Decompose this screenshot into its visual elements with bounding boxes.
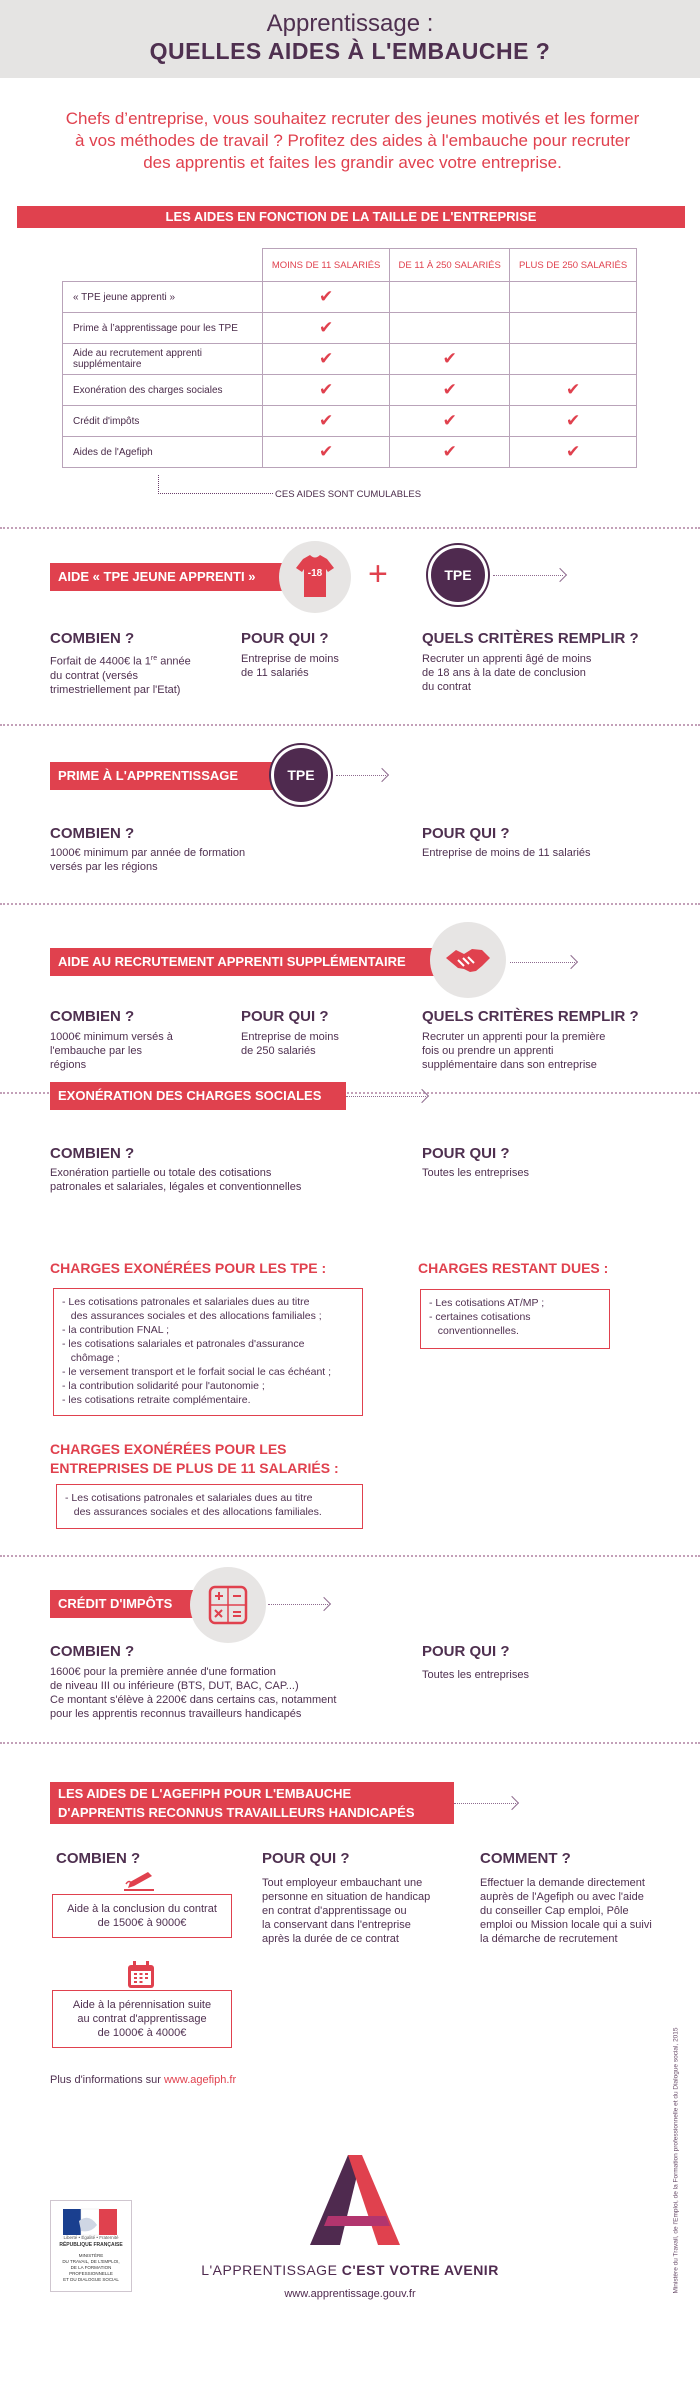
vertical-credit: Ministère du Travail, de l'Emploi, de la Formation professionnelle et du Dialogue social, 2015: [672, 2027, 680, 2294]
row-label: « TPE jeune apprenti »: [63, 282, 263, 313]
table-row: [63, 437, 637, 468]
section-label-agefiph: LES AIDES DE L'AGEFIPH POUR L'EMBAUCHE D'APPRENTIS RECONNUS TRAVAILLEURS HANDICAPÉS: [50, 1782, 454, 1824]
tshirt-icon: [279, 541, 351, 613]
apprentissage-logo: [300, 2150, 410, 2255]
criteres-text: Recruter un apprenti pour la première fois ou prendre un apprenti supplémentaire dans son entreprise: [422, 1031, 606, 1071]
pourqui-title: POUR QUI ?: [262, 1850, 350, 1867]
section-label-tpe-jeune: AIDE « TPE JEUNE APPRENTI »: [50, 563, 288, 591]
check-icon: ✔: [390, 437, 510, 468]
more-info: Plus d'informations sur www.agefiph.fr: [50, 2074, 237, 2086]
pourqui-text: Toutes les entreprises: [422, 1669, 529, 1681]
pourqui-title: POUR QUI ?: [422, 1145, 510, 1162]
row-label: Aides de l'Agefiph: [63, 437, 263, 468]
empty-cell: [510, 282, 637, 313]
tpe-charges-box: - Les cotisations patronales et salariales dues au titre des assurances sociales et des allocations familiales ; - la contribution FNAL ; - les cotisations salariales et patronales d'assurance chômage ; - le versement transport et le forfait social le cas échéant ; - la contribution solidarité pour l'autonomie ; - les cotisations retraite complémentaire.: [53, 1288, 363, 1416]
restant-charges-title: CHARGES RESTANT DUES :: [418, 1260, 609, 1276]
column-header: MOINS DE 11 SALARIÉS: [263, 249, 390, 282]
empty-cell: [390, 282, 510, 313]
row-label: Aide au recrutement apprenti supplémentaire: [63, 344, 263, 375]
combien-title: COMBIEN ?: [50, 1643, 135, 1660]
check-icon: ✔: [263, 344, 390, 375]
ministry-logo: [50, 2200, 132, 2292]
row-label: Exonération des charges sociales: [63, 375, 263, 406]
arrow-right-icon: [553, 568, 567, 582]
pourqui-title: POUR QUI ?: [422, 1643, 510, 1660]
empty-cell: [510, 313, 637, 344]
republique-motto: Liberté • Égalité • Fraternité: [63, 2235, 119, 2240]
arrow-right-icon: [505, 1796, 519, 1810]
combien-title: COMBIEN ?: [50, 1145, 135, 1162]
check-icon: ✔: [263, 437, 390, 468]
cumulable-bracket: [158, 475, 273, 494]
arrow-line: [346, 1096, 426, 1097]
check-icon: ✔: [263, 406, 390, 437]
arrow-right-icon: [317, 1597, 331, 1611]
pourqui-text: Toutes les entreprises: [422, 1167, 529, 1179]
table-row: [63, 375, 637, 406]
page-title-line1: Apprentissage :: [266, 10, 434, 37]
check-icon: ✔: [263, 313, 390, 344]
tpe-charges-title: CHARGES EXONÉRÉES POUR LES TPE :: [50, 1260, 327, 1276]
pourqui-text: Entreprise de moins de 11 salariés: [422, 847, 591, 859]
criteres-text: Recruter un apprenti âgé de moins de 18 ans à la date de conclusion du contrat: [422, 653, 592, 693]
section-label-prime: PRIME À L'APPRENTISSAGE: [50, 762, 280, 790]
comment-text: Effectuer la demande directement auprès de l'Agefiph ou avec l'aide du conseiller Cap emploi, Pôle emploi ou Mission locale qui a suivi la démarche de recrutement: [480, 1877, 652, 1945]
table-row: [63, 344, 637, 375]
pourqui-text: Entreprise de moins de 11 salariés: [241, 653, 339, 679]
check-icon: ✔: [510, 375, 637, 406]
check-icon: ✔: [390, 406, 510, 437]
shirt-age-label: -18: [307, 568, 323, 579]
pourqui-text: Entreprise de moins de 250 salariés: [241, 1031, 339, 1057]
pourqui-title: POUR QUI ?: [241, 1008, 329, 1025]
combien-title: COMBIEN ?: [56, 1850, 141, 1867]
page-title-line2: QUELLES AIDES À L'EMBAUCHE ?: [149, 38, 551, 64]
page-header: [0, 0, 700, 78]
table-banner: LES AIDES EN FONCTION DE LA TAILLE DE L'ENTREPRISE: [17, 206, 685, 228]
table-row: [63, 282, 637, 313]
pourqui-title: POUR QUI ?: [422, 825, 510, 842]
comment-title: COMMENT ?: [480, 1850, 571, 1867]
empty-cell: [510, 344, 637, 375]
check-icon: ✔: [263, 375, 390, 406]
republique-label: RÉPUBLIQUE FRANÇAISE: [59, 2242, 123, 2248]
combien-title: COMBIEN ?: [50, 1008, 135, 1025]
section-divider: [0, 903, 700, 905]
column-header: PLUS DE 250 SALARIÉS: [510, 249, 637, 282]
table-row: [63, 406, 637, 437]
row-label: Crédit d'impôts: [63, 406, 263, 437]
section-divider: [0, 724, 700, 726]
check-icon: ✔: [510, 437, 637, 468]
arrow-right-icon: [564, 955, 578, 969]
section-divider: [0, 1555, 700, 1557]
row-label: Prime à l’apprentissage pour les TPE: [63, 313, 263, 344]
combien-text: 1000€ minimum par année de formation versés par les régions: [50, 847, 246, 873]
pourqui-text: Tout employeur embauchant une personne en situation de handicap en contrat d'apprentissage ou la conservant dans l'entreprise après la durée de ce contrat: [262, 1877, 431, 1945]
pourqui-title: POUR QUI ?: [241, 630, 329, 647]
check-icon: ✔: [390, 375, 510, 406]
section-label-exoneration: EXONÉRATION DES CHARGES SOCIALES: [50, 1082, 346, 1110]
check-icon: ✔: [510, 406, 637, 437]
combien-text: Forfait de 4400€ la 1re année du contrat (versés trimestriellement par l'Etat): [50, 655, 191, 696]
empty-cell: [390, 313, 510, 344]
aid-size-table: [62, 248, 637, 468]
restant-charges-box: - Les cotisations AT/MP ; - certaines cotisations conventionnelles.: [420, 1289, 610, 1349]
footer-url[interactable]: www.apprentissage.gouv.fr: [284, 2288, 416, 2300]
agefiph-box-perennisation: Aide à la pérennisation suite au contrat d'apprentissage de 1000€ à 4000€: [52, 1990, 232, 2048]
criteres-title: QUELS CRITÈRES REMPLIR ?: [422, 1008, 639, 1025]
table-corner: [63, 249, 263, 282]
combien-text: 1600€ pour la première année d'une formation de niveau III ou inférieure (BTS, DUT, BAC, CAP...) Ce montant s'élève à 2200€ dans certains cas, notamment pour les apprentis reconnus travailleurs handicapés: [50, 1666, 337, 1720]
section-label-recrutement: AIDE AU RECRUTEMENT APPRENTI SUPPLÉMENTAIRE: [50, 948, 438, 976]
tpe-badge: TPE: [271, 745, 331, 805]
intro-text: Chefs d’entreprise, vous souhaitez recruter des jeunes motivés et les former à vos méthodes de travail ? Profitez des aides à l'embauche pour recruter des apprentis et faites les grandir avec votre entreprise.: [65, 109, 640, 172]
ministry-name: MINISTÈRE DU TRAVAIL, DE L'EMPLOI, DE LA FORMATION PROFESSIONNELLE ET DU DIALOGUE SOCIAL: [62, 2253, 120, 2282]
table-header-row: [63, 249, 637, 282]
agefiph-link[interactable]: www.agefiph.fr: [163, 2074, 237, 2086]
column-header: DE 11 À 250 SALARIÉS: [390, 249, 510, 282]
combien-text: 1000€ minimum versés à l'embauche par les régions: [50, 1031, 173, 1071]
footer-slogan: L'APPRENTISSAGE C'EST VOTRE AVENIR: [201, 2262, 499, 2278]
criteres-title: QUELS CRITÈRES REMPLIR ?: [422, 630, 639, 647]
check-icon: ✔: [390, 344, 510, 375]
tpe-badge: TPE: [428, 545, 488, 605]
section-divider: [0, 1742, 700, 1744]
section-divider: [0, 527, 700, 529]
plus-sign: +: [368, 555, 388, 593]
combien-title: COMBIEN ?: [50, 630, 135, 647]
combien-title: COMBIEN ?: [50, 825, 135, 842]
arrow-right-icon: [375, 768, 389, 782]
agefiph-box-conclusion: Aide à la conclusion du contrat de 1500€ à 9000€: [52, 1894, 232, 1938]
cumulable-note: CES AIDES SONT CUMULABLES: [275, 489, 422, 500]
plus11-charges-box: - Les cotisations patronales et salariales dues au titre des assurances sociales et des allocations familiales.: [56, 1484, 363, 1529]
handshake-icon: [430, 922, 506, 998]
combien-text: Exonération partielle ou totale des cotisations patronales et salariales, légales et conventionnelles: [50, 1167, 302, 1193]
plus11-charges-title: CHARGES EXONÉRÉES POUR LES ENTREPRISES DE PLUS DE 11 SALARIÉS :: [50, 1441, 339, 1476]
table-row: [63, 313, 637, 344]
section-label-credit: CRÉDIT D'IMPÔTS: [50, 1590, 198, 1618]
check-icon: ✔: [263, 282, 390, 313]
calculator-icon: [190, 1567, 266, 1643]
